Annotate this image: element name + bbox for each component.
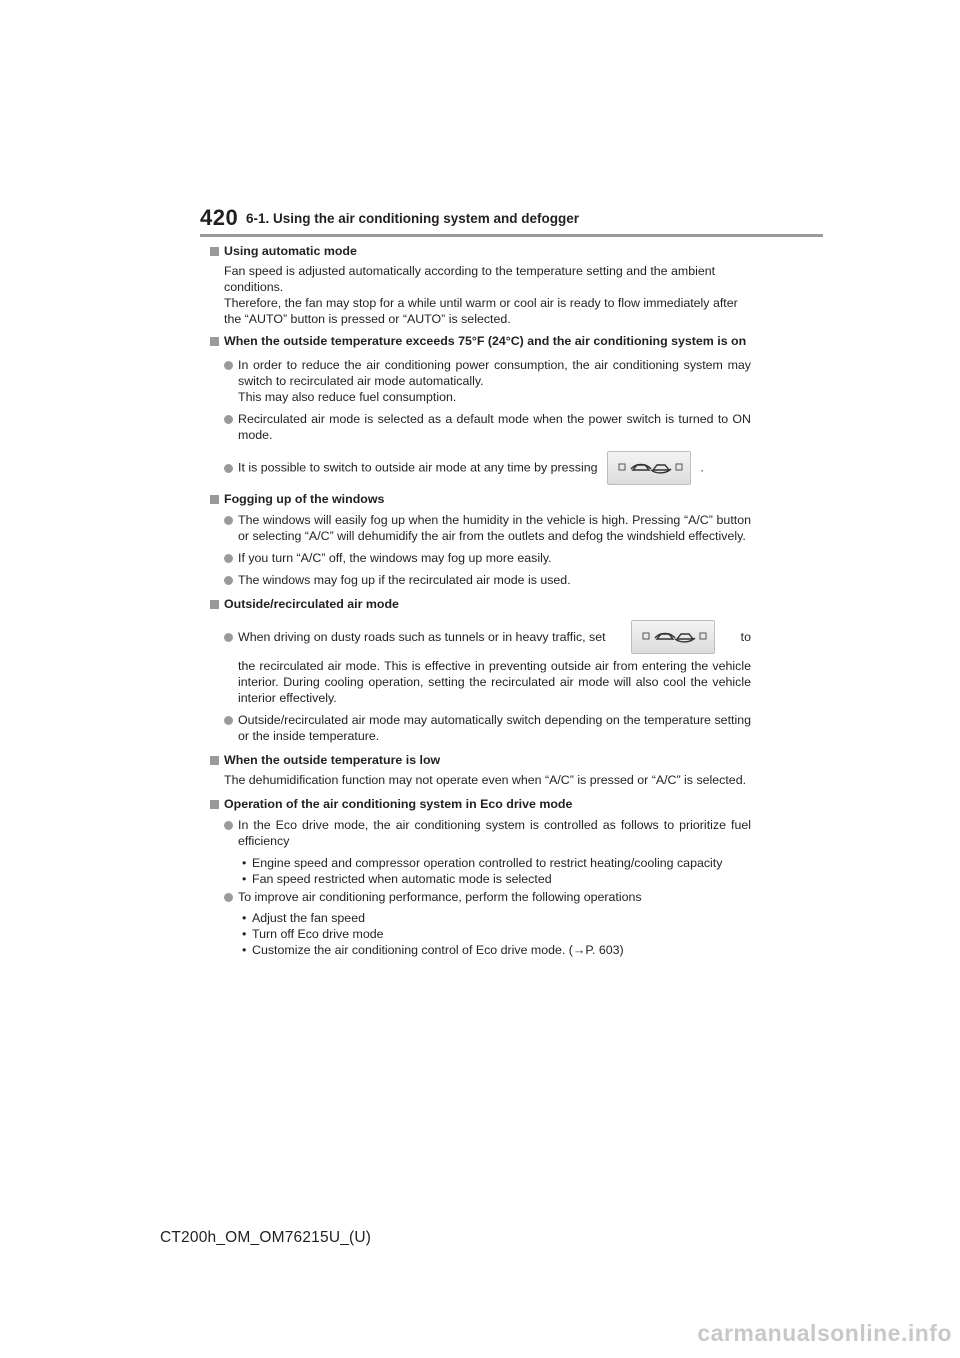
list-item xyxy=(224,357,751,405)
section-eco-drive xyxy=(210,796,751,958)
section-heading: When the outside temperature exceeds 75°F (24°C) and the air conditioning system is on xyxy=(224,334,747,348)
sub-item xyxy=(238,910,751,926)
round-bullet-icon xyxy=(224,893,233,902)
sub-item-text: Engine speed and compressor operation controlled to restrict heating/cooling capacity xyxy=(252,856,723,870)
section-heading: When the outside temperature is low xyxy=(224,753,441,767)
sub-bullet-icon: • xyxy=(242,943,247,957)
sub-item xyxy=(238,942,751,958)
bullet-first-line xyxy=(238,620,751,654)
air-recirculation-button-icon xyxy=(631,620,715,654)
section-heading: Outside/recirculated air mode xyxy=(224,597,399,611)
sub-bullet-icon: • xyxy=(242,911,247,925)
list-item xyxy=(224,620,751,706)
section-heading: Fogging up of the windows xyxy=(224,492,385,506)
sub-item xyxy=(238,926,751,942)
bullet-text: The windows will easily fog up when the humidity in the vehicle is high. Pressing “A/C” button or selecting “A/C” will dehumidify the air from the outlets and defog the windshield effectively. xyxy=(238,513,751,543)
paragraph: The dehumidification function may not operate even when “A/C” is pressed or “A/C” is selected. xyxy=(224,773,747,787)
page-header xyxy=(200,205,823,235)
list-item xyxy=(224,550,751,566)
sub-bullet-icon: • xyxy=(242,872,247,886)
header-divider xyxy=(200,234,823,237)
round-bullet-icon xyxy=(224,415,233,424)
square-bullet-icon xyxy=(210,756,219,765)
round-bullet-icon xyxy=(224,516,233,525)
round-bullet-icon xyxy=(224,633,233,642)
page-number: 420 xyxy=(200,205,239,230)
bullet-text-end: to xyxy=(740,630,751,644)
bullet-note: This may also reduce fuel consumption. xyxy=(238,390,457,404)
round-bullet-icon xyxy=(224,576,233,585)
list-item xyxy=(224,712,751,744)
watermark: carmanualsonline.info xyxy=(697,1320,952,1346)
bullet-text: The windows may fog up if the recirculated air mode is used. xyxy=(238,573,571,587)
bullet-text: In the Eco drive mode, the air conditioning system is controlled as follows to prioritize fuel efficiency xyxy=(238,818,751,848)
bullet-text: If you turn “A/C” off, the windows may fog up more easily. xyxy=(238,551,552,565)
round-bullet-icon xyxy=(224,554,233,563)
air-recirculation-button-icon xyxy=(607,451,691,485)
sub-item-text: Turn off Eco drive mode xyxy=(252,927,384,941)
paragraph: Fan speed is adjusted automatically according to the temperature setting and the ambient conditions. xyxy=(224,264,716,294)
list-item xyxy=(224,817,751,887)
bullet-text: To improve air conditioning performance, perform the following operations xyxy=(238,890,642,904)
section-hot-outside-temp xyxy=(210,333,751,485)
sub-bullet-icon: • xyxy=(242,927,247,941)
bullet-text-end: . xyxy=(700,460,704,475)
section-outside-recirculated xyxy=(210,596,751,744)
sub-item xyxy=(238,871,751,887)
section-low-temperature xyxy=(210,752,751,788)
page-body xyxy=(210,243,751,962)
sub-bullet-icon: • xyxy=(242,856,247,870)
bullet-text-continued: the recirculated air mode. This is effective in preventing outside air from entering the vehicle interior. During cooling operation, setting the recirculated air mode will also cool the vehicle interior effectively. xyxy=(238,659,751,705)
round-bullet-icon xyxy=(224,464,233,473)
sub-item xyxy=(238,855,751,871)
round-bullet-icon xyxy=(224,716,233,725)
round-bullet-icon xyxy=(224,361,233,370)
document-code: CT200h_OM_OM76215U_(U) xyxy=(160,1229,372,1246)
square-bullet-icon xyxy=(210,337,219,346)
sub-item-text: Adjust the fan speed xyxy=(252,911,365,925)
list-item xyxy=(224,572,751,588)
bullet-text: Outside/recirculated air mode may automatically switch depending on the temperature setting or the inside temperature. xyxy=(238,713,751,743)
paragraph: Therefore, the fan may stop for a while until warm or cool air is ready to flow immediately after the “AUTO” button is pressed or “AUTO” is selected. xyxy=(224,296,738,326)
bullet-text: When driving on dusty roads such as tunnels or in heavy traffic, set xyxy=(238,630,606,644)
round-bullet-icon xyxy=(224,821,233,830)
section-title: 6-1. Using the air conditioning system and defogger xyxy=(246,211,580,226)
section-heading: Using automatic mode xyxy=(224,244,357,258)
sub-item-text: Customize the air conditioning control of Eco drive mode. (→P. 603) xyxy=(252,943,624,957)
list-item xyxy=(224,512,751,544)
list-item xyxy=(224,411,751,443)
list-item xyxy=(224,889,751,958)
bullet-text: Recirculated air mode is selected as a default mode when the power switch is turned to ON mode. xyxy=(238,412,751,442)
bullet-text: In order to reduce the air conditioning power consumption, the air conditioning system may switch to recirculated air mode automatically. xyxy=(238,358,751,388)
list-item xyxy=(224,451,751,485)
section-automatic-mode xyxy=(210,243,751,327)
square-bullet-icon xyxy=(210,800,219,809)
square-bullet-icon xyxy=(210,247,219,256)
section-heading: Operation of the air conditioning system in Eco drive mode xyxy=(224,797,573,811)
bullet-text: It is possible to switch to outside air mode at any time by pressing xyxy=(238,460,598,475)
section-fogging xyxy=(210,491,751,588)
square-bullet-icon xyxy=(210,600,219,609)
square-bullet-icon xyxy=(210,495,219,504)
sub-item-text: Fan speed restricted when automatic mode is selected xyxy=(252,872,552,886)
